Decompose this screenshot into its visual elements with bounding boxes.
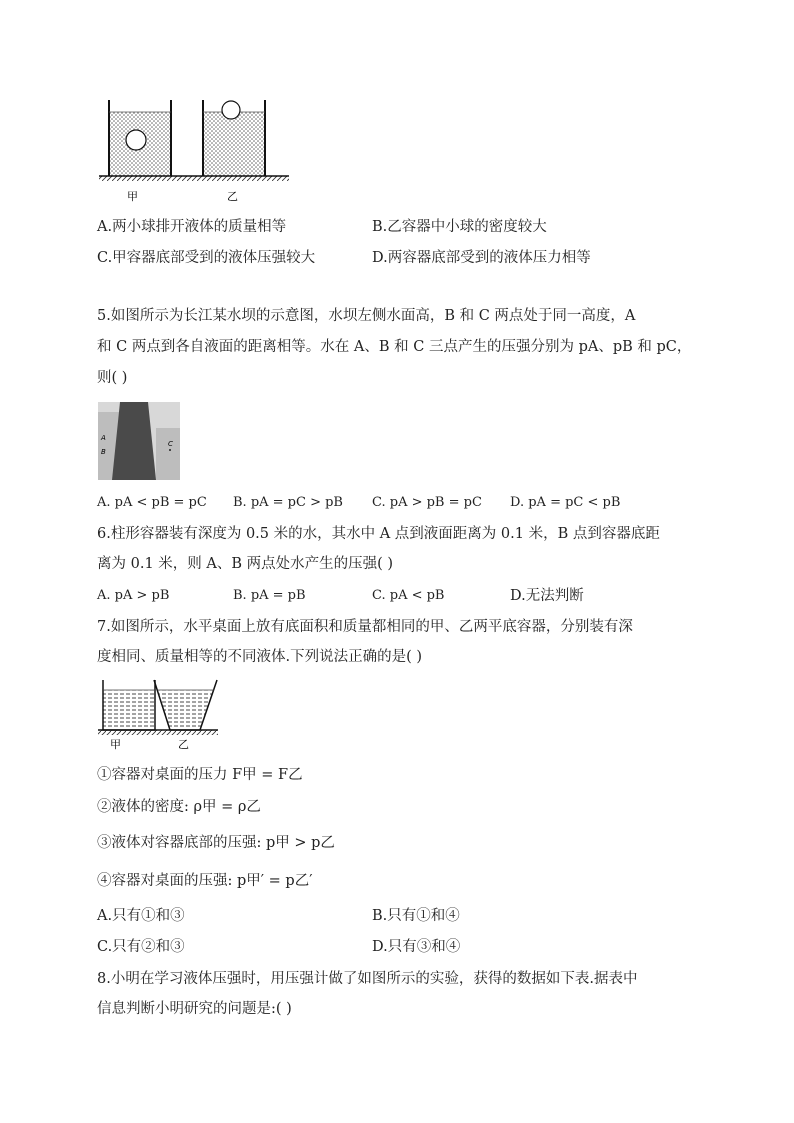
q7-option-c[interactable]: C.只有②和③ [97,939,185,955]
q8-stem-line1: 8.小明在学习液体压强时，用压强计做了如图所示的实验，获得的数据如下表.据表中 [97,971,638,987]
q5-dam-figure [98,402,180,482]
q7-option-d[interactable]: D.只有③和④ [372,939,461,955]
q7-figure [96,676,220,752]
q5-label-c: C [168,440,173,448]
q8-stem-line2: 信息判断小明研究的问题是:( ) [97,1001,292,1017]
q5-option-c[interactable]: C. pA > pB = pC [372,495,482,510]
q7-option-a[interactable]: A.只有①和③ [97,908,185,924]
q5-stem-line2: 和 C 两点到各自液面的距离相等。水在 A、B 和 C 三点产生的压强分别为 pA、pB 和 pC， [97,339,692,355]
q4-ball-yi [222,101,240,119]
q7-label-yi: 乙 [178,738,189,751]
q6-option-c[interactable]: C. pA < pB [372,588,445,603]
q7-statement-3: ③液体对容器底部的压强: p甲 > p乙 [97,835,335,851]
q5-stem-line1: 5.如图所示为长江某水坝的示意图，水坝左侧水面高，B 和 C 两点处于同一高度，A [97,308,636,324]
q6-option-a[interactable]: A. pA > pB [97,588,170,603]
q4-figure [97,96,297,208]
q4-option-d[interactable]: D.两容器底部受到的液体压力相等 [372,250,591,266]
q5-option-d[interactable]: D. pA = pC < pB [510,495,621,510]
q7-statement-1: ①容器对桌面的压力 F甲 = F乙 [97,767,303,783]
q5-stem-line3: 则( ) [97,370,128,386]
q4-label-jia: 甲 [127,190,138,203]
q5-label-a: A [101,434,106,442]
q5-option-b[interactable]: B. pA = pC > pB [233,495,343,510]
q4-option-b[interactable]: B.乙容器中小球的密度较大 [372,219,547,235]
q6-option-d[interactable]: D.无法判断 [510,588,584,604]
q7-label-jia: 甲 [110,738,121,751]
q6-option-b[interactable]: B. pA = pB [233,588,306,603]
q5-label-b: B [101,448,106,456]
q7-stem-line2: 度相同、质量相等的不同液体.下列说法正确的是( ) [97,649,423,665]
q4-option-a[interactable]: A.两小球排开液体的质量相等 [97,219,287,235]
q7-option-b[interactable]: B.只有①和④ [372,908,460,924]
q7-stem-line1: 7.如图所示，水平桌面上放有底面积和质量都相同的甲、乙两平底容器，分别装有深 [97,619,633,635]
q5-option-a[interactable]: A. pA < pB = pC [97,495,207,510]
q6-stem-line1: 6.柱形容器装有深度为 0.5 米的水，其水中 A 点到液面距离为 0.1 米，B 点到容器底距 [97,526,660,542]
q4-label-yi: 乙 [227,190,238,203]
q4-option-c[interactable]: C.甲容器底部受到的液体压强较大 [97,250,316,266]
q7-statement-4: ④容器对桌面的压强: p甲′ = p乙′ [97,873,313,889]
q4-ball-jia [126,130,146,150]
q7-statement-2: ②液体的密度: ρ甲 = ρ乙 [97,799,261,815]
q6-stem-line2: 离为 0.1 米，则 A、B 两点处水产生的压强( ) [97,556,394,572]
